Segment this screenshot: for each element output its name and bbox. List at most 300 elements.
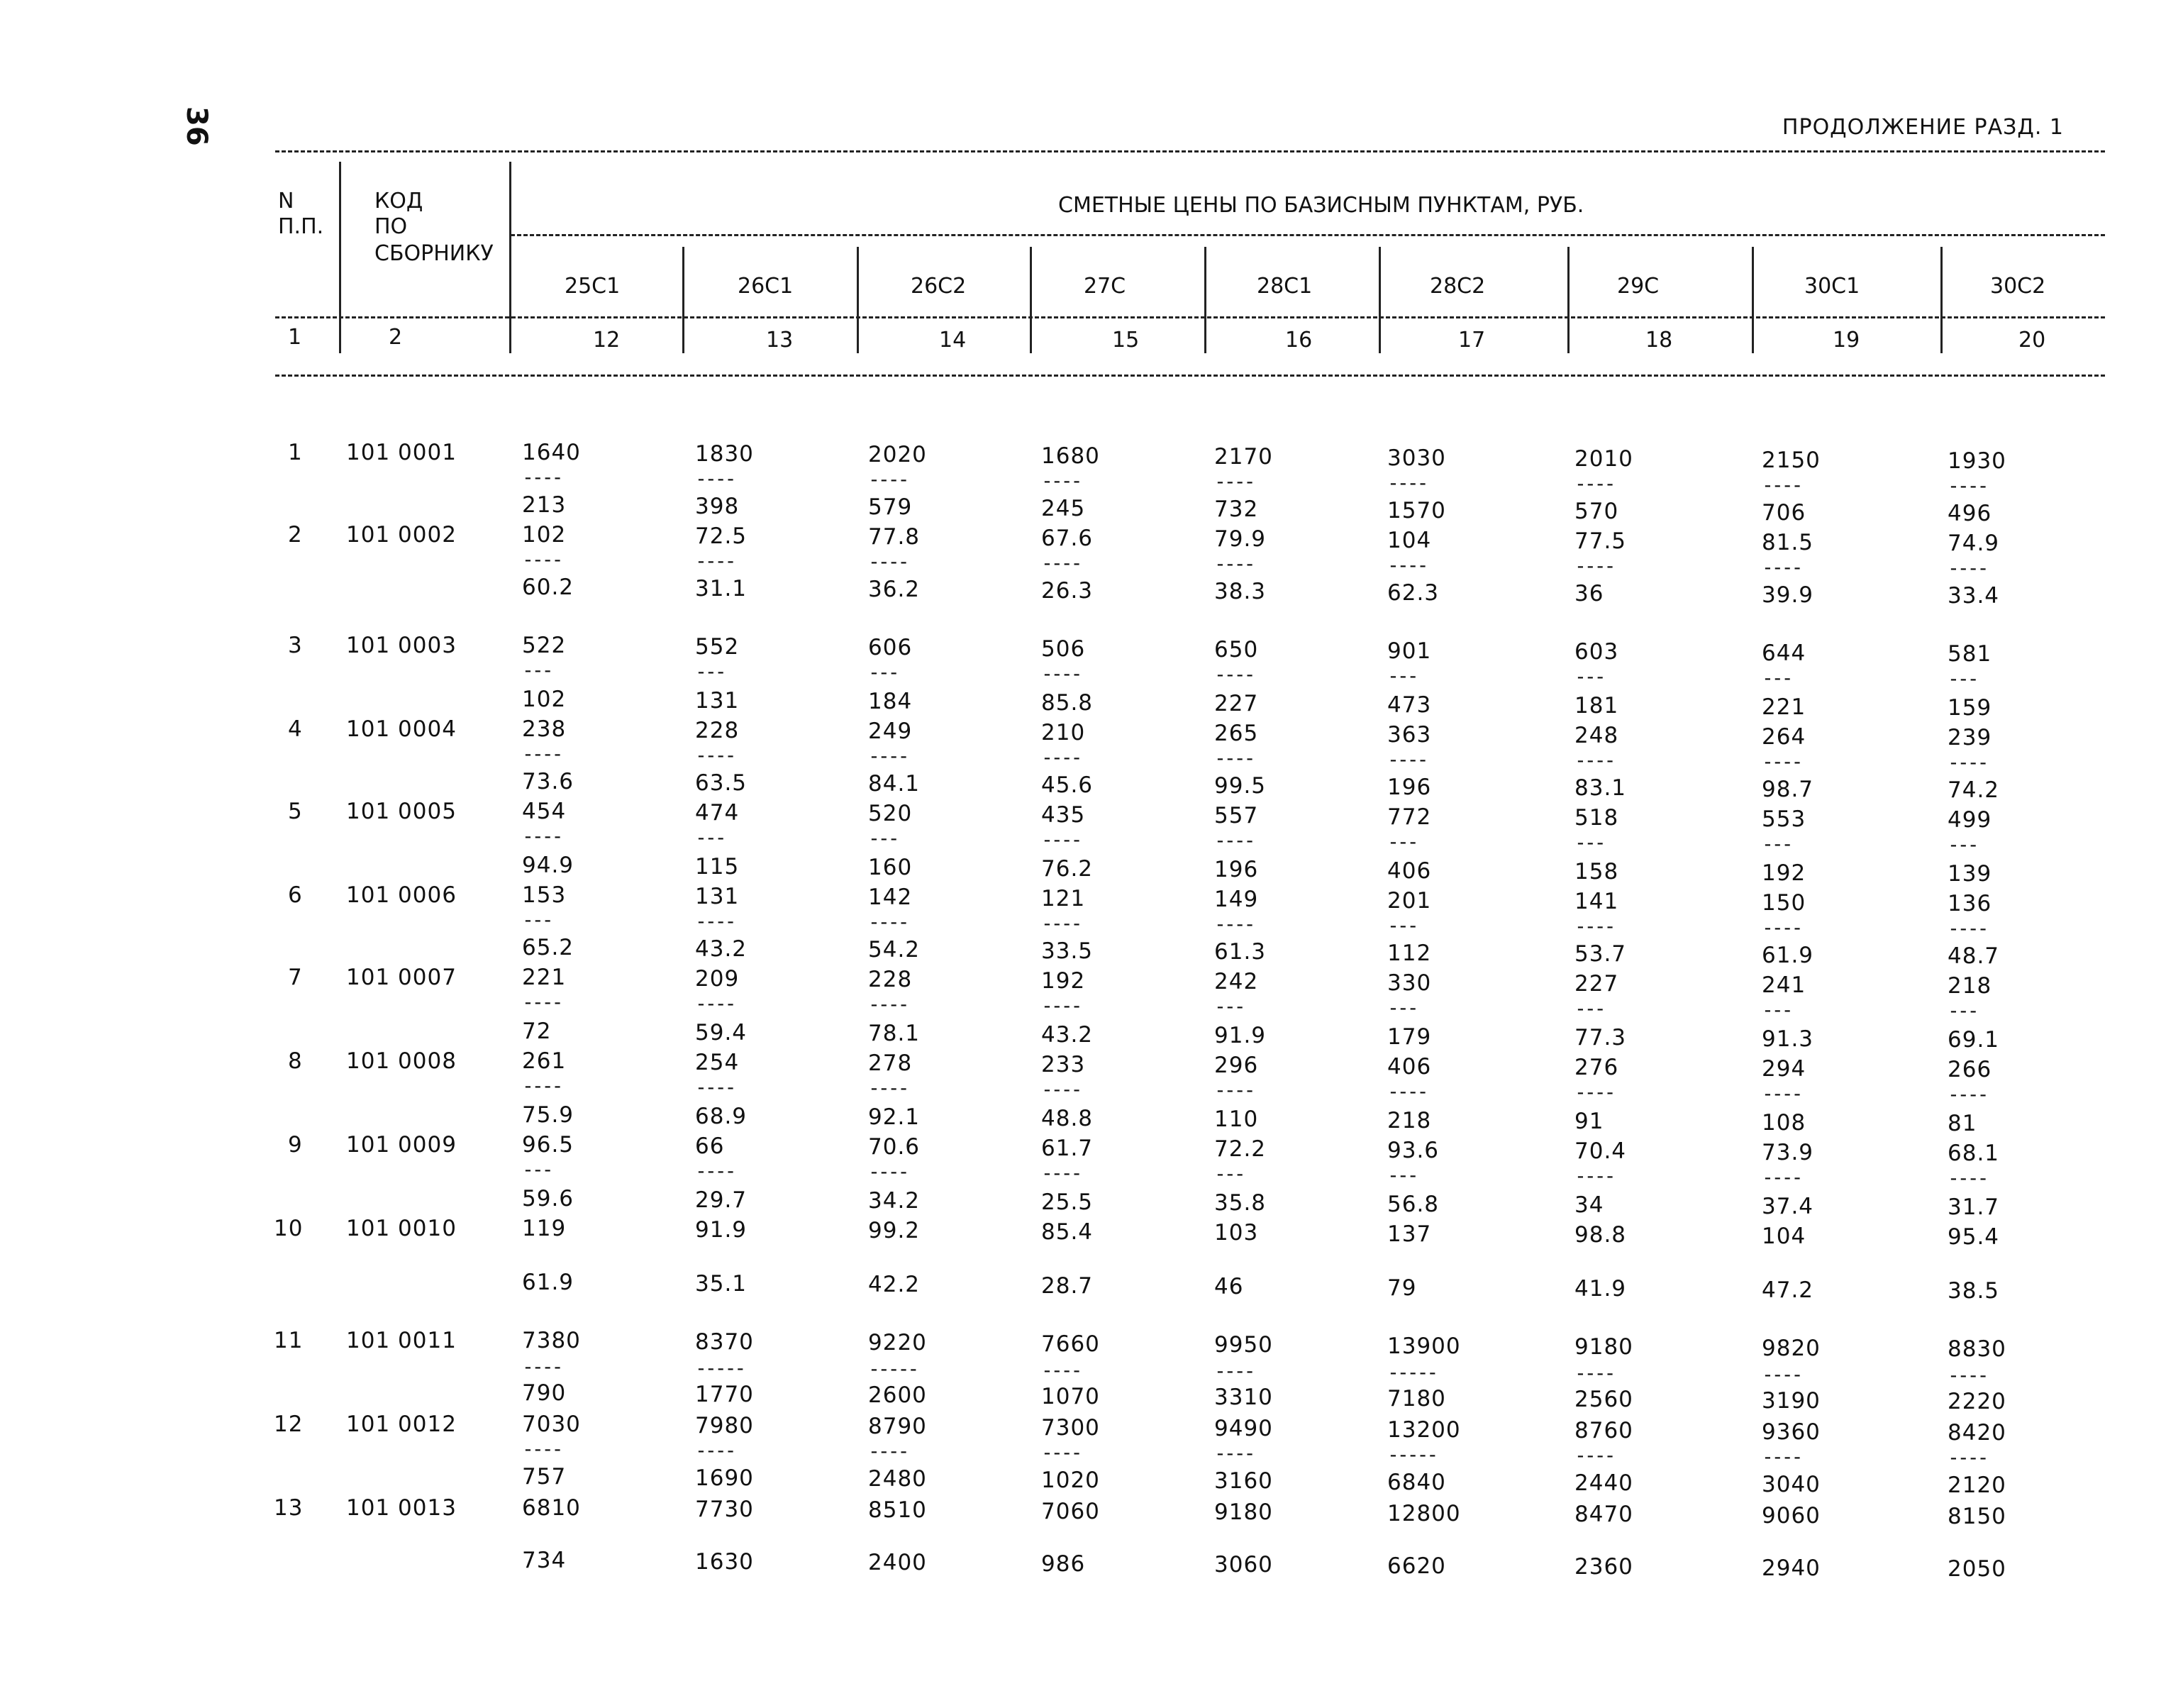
price-value: 85.4 (1041, 1219, 1094, 1245)
price-value: 552 (695, 633, 740, 660)
price-value: 986 (1041, 1551, 1086, 1577)
price-value: 98.7 (1762, 776, 1814, 802)
price-value: 73.9 (1762, 1139, 1814, 1165)
price-value: 119 (522, 1216, 567, 1241)
price-value: 75.9 (522, 1102, 574, 1128)
fraction-separator: ---- (695, 466, 735, 490)
fraction-separator: ---- (1041, 827, 1081, 851)
price-value: 557 (1214, 803, 1259, 828)
price-value: 66 (695, 1133, 725, 1159)
price-value: 454 (522, 799, 567, 824)
fraction-separator: ----- (868, 1357, 918, 1380)
price-value: 8150 (1948, 1504, 2006, 1529)
header-rule-mid (275, 316, 2105, 318)
price-value: 38.3 (1214, 579, 1267, 604)
price-col-header: 30С2 (1990, 274, 2046, 299)
price-value: 77.8 (868, 524, 921, 550)
price-value: 34.2 (868, 1188, 921, 1214)
price-value: 9490 (1214, 1416, 1273, 1441)
price-value: 706 (1762, 499, 1806, 526)
price-value: 2360 (1574, 1554, 1633, 1580)
price-value: 6810 (522, 1495, 581, 1521)
price-value: 7060 (1041, 1498, 1100, 1524)
header-divider (1940, 247, 1943, 353)
fraction-separator: ---- (1387, 470, 1427, 494)
price-value: 499 (1948, 807, 1992, 833)
price-value: 142 (868, 884, 913, 910)
header-rule-bottom (275, 375, 2105, 377)
price-value: 48.7 (1948, 943, 2000, 969)
price-col-header: 30С1 (1804, 274, 1860, 299)
fraction-separator: ---- (522, 742, 562, 765)
fraction-separator: ----- (1387, 1360, 1437, 1384)
fraction-separator: ---- (1387, 553, 1427, 577)
price-value: 25.5 (1041, 1189, 1094, 1215)
price-value: 261 (522, 1048, 567, 1074)
price-value: 227 (1574, 971, 1619, 997)
fraction-separator: ---- (1762, 1362, 1801, 1386)
fraction-separator: --- (695, 825, 725, 849)
fraction-separator: ---- (868, 744, 908, 767)
fraction-separator: ---- (1214, 746, 1254, 770)
fraction-separator: --- (1574, 997, 1604, 1020)
price-value: 91.3 (1762, 1026, 1814, 1052)
price-value: 70.6 (868, 1134, 921, 1160)
price-value: 1630 (695, 1548, 754, 1575)
fraction-separator: ----- (1387, 1442, 1437, 1466)
price-value: 196 (1387, 774, 1432, 800)
price-value: 141 (1574, 889, 1619, 914)
price-value: 53.7 (1574, 941, 1627, 967)
price-value: 201 (1387, 887, 1432, 914)
price-value: 3060 (1214, 1552, 1273, 1577)
fraction-separator: ---- (1948, 1363, 1987, 1387)
fraction-separator: ---- (1041, 745, 1081, 769)
price-value: 36 (1574, 581, 1604, 606)
header-pp: П.П. (278, 214, 324, 239)
row-number: 5 (288, 799, 303, 824)
price-value: 59.6 (522, 1186, 574, 1211)
price-value: 1690 (695, 1465, 754, 1491)
col-number: 13 (766, 328, 794, 353)
price-value: 8510 (868, 1497, 927, 1523)
fraction-separator: --- (695, 659, 725, 683)
price-value: 33.5 (1041, 938, 1094, 964)
fraction-separator: ---- (868, 992, 908, 1016)
price-value: 136 (1948, 891, 1992, 916)
header-divider (857, 247, 859, 353)
price-value: 233 (1041, 1051, 1086, 1077)
fraction-separator: ---- (868, 1076, 908, 1099)
fraction-separator: ---- (695, 909, 735, 933)
price-value: 29.7 (695, 1187, 748, 1213)
col-number: 16 (1285, 328, 1313, 353)
price-value: 99.5 (1214, 773, 1267, 799)
fraction-separator: ---- (1762, 1165, 1801, 1189)
price-value: 2050 (1948, 1556, 2006, 1582)
row-code: 101 0010 (346, 1216, 457, 1241)
fraction-separator: ---- (1948, 916, 1987, 940)
price-value: 8830 (1948, 1336, 2006, 1362)
price-value: 790 (522, 1380, 567, 1406)
fraction-separator: ---- (1574, 472, 1614, 495)
header-group-title: СМЕТНЫЕ ЦЕНЫ ПО БАЗИСНЫМ ПУНКТАМ, РУБ. (1058, 193, 1584, 218)
price-value: 6620 (1387, 1553, 1446, 1579)
price-value: 153 (522, 882, 567, 908)
col-number: 2 (389, 325, 403, 350)
col-number: 20 (2018, 328, 2046, 353)
price-col-header: 25С1 (565, 274, 621, 299)
price-value: 63.5 (695, 770, 748, 796)
fraction-separator: ---- (1948, 750, 1987, 774)
price-value: 9820 (1762, 1335, 1821, 1361)
col-number: 1 (288, 325, 302, 350)
row-number: 10 (274, 1216, 304, 1241)
price-value: 91.9 (695, 1216, 748, 1243)
fraction-separator: --- (1762, 665, 1792, 689)
price-value: 3030 (1387, 445, 1446, 471)
fraction-separator: ---- (1948, 1166, 1987, 1190)
header-po: ПО (374, 214, 408, 239)
price-value: 579 (868, 494, 913, 520)
price-value: 227 (1214, 691, 1259, 716)
price-value: 56.8 (1387, 1191, 1440, 1217)
fraction-separator: ---- (868, 1439, 908, 1463)
price-value: 13900 (1387, 1333, 1461, 1359)
fraction-separator: --- (1762, 831, 1792, 855)
price-value: 158 (1574, 859, 1619, 884)
fraction-separator: ---- (1041, 1077, 1081, 1101)
fraction-separator: ---- (868, 550, 908, 573)
price-value: 7380 (522, 1328, 581, 1353)
price-value: 2150 (1762, 447, 1821, 473)
price-value: 60.2 (522, 575, 574, 600)
price-col-header: 26С1 (738, 274, 794, 299)
price-value: 1640 (522, 440, 581, 465)
price-value: 70.4 (1574, 1138, 1627, 1164)
price-value: 79.9 (1214, 526, 1267, 552)
price-value: 2600 (868, 1382, 927, 1408)
row-number: 11 (274, 1328, 304, 1353)
price-col-header: 28С2 (1430, 274, 1486, 299)
fraction-separator: --- (1948, 999, 1977, 1022)
price-value: 81.5 (1762, 529, 1814, 555)
price-value: 406 (1387, 1053, 1432, 1080)
price-value: 77.3 (1574, 1025, 1627, 1050)
fraction-separator: --- (1574, 831, 1604, 854)
price-value: 570 (1574, 499, 1619, 524)
price-value: 3310 (1214, 1385, 1273, 1410)
fraction-separator: ---- (1214, 552, 1254, 575)
price-value: 68.9 (695, 1103, 748, 1129)
fraction-separator: ---- (522, 824, 562, 848)
price-value: 221 (522, 965, 567, 990)
price-value: 150 (1762, 889, 1806, 916)
price-value: 209 (695, 965, 740, 992)
row-number: 2 (288, 522, 303, 548)
price-value: 72 (522, 1019, 552, 1044)
price-value: 13200 (1387, 1416, 1461, 1443)
price-value: 74.2 (1948, 777, 2000, 803)
fraction-separator: ---- (1762, 749, 1801, 773)
fraction-separator: ---- (1574, 1361, 1614, 1385)
price-value: 553 (1762, 806, 1806, 832)
fraction-separator: ---- (522, 1437, 562, 1460)
price-value: 238 (522, 716, 567, 742)
price-value: 131 (695, 687, 740, 714)
price-value: 2560 (1574, 1387, 1633, 1412)
price-value: 210 (1041, 719, 1086, 745)
price-value: 506 (1041, 636, 1086, 662)
continuation-label: ПРОДОЛЖЕНИЕ РАЗД. 1 (1782, 115, 2064, 140)
price-value: 67.6 (1041, 525, 1094, 551)
fraction-separator: --- (522, 908, 552, 931)
price-value: 108 (1762, 1109, 1806, 1136)
fraction-separator: ---- (695, 991, 735, 1015)
price-value: 1070 (1041, 1383, 1100, 1409)
price-value: 81 (1948, 1111, 1977, 1136)
price-value: 520 (868, 801, 913, 826)
row-code: 101 0001 (346, 440, 457, 465)
price-value: 266 (1948, 1057, 1992, 1082)
price-value: 732 (1214, 497, 1259, 522)
fraction-separator: ---- (522, 465, 562, 489)
fraction-separator: ---- (695, 743, 735, 767)
price-value: 518 (1574, 805, 1619, 831)
header-divider (509, 162, 511, 353)
fraction-separator: ---- (1387, 1079, 1427, 1103)
price-value: 76.2 (1041, 855, 1094, 882)
price-value: 8370 (695, 1329, 754, 1355)
price-value: 65.2 (522, 935, 574, 960)
price-value: 3040 (1762, 1471, 1821, 1497)
fraction-separator: ---- (522, 990, 562, 1014)
row-number: 13 (274, 1495, 304, 1521)
fraction-separator: ---- (1041, 1440, 1081, 1464)
fraction-separator: --- (1214, 1162, 1244, 1185)
header-n: N (278, 189, 294, 214)
price-value: 1680 (1041, 443, 1100, 469)
price-value: 43.2 (695, 936, 748, 962)
price-value: 435 (1041, 802, 1086, 828)
price-value: 734 (522, 1548, 567, 1573)
price-value: 104 (1762, 1223, 1806, 1249)
price-value: 102 (522, 687, 567, 712)
price-value: 496 (1948, 501, 1992, 526)
fraction-separator: ---- (1041, 911, 1081, 935)
fraction-separator: ---- (868, 910, 908, 933)
price-value: 650 (1214, 637, 1259, 662)
price-value: 61.7 (1041, 1135, 1094, 1161)
price-value: 196 (1214, 857, 1259, 882)
price-value: 8470 (1574, 1502, 1633, 1527)
price-value: 9220 (868, 1330, 927, 1355)
price-value: 93.6 (1387, 1137, 1440, 1163)
fraction-separator: ---- (1214, 662, 1254, 686)
fraction-separator: ---- (868, 1160, 908, 1183)
price-value: 9360 (1762, 1419, 1821, 1445)
price-value: 239 (1948, 725, 1992, 750)
fraction-separator: --- (1948, 833, 1977, 856)
price-value: 3190 (1762, 1387, 1821, 1414)
price-value: 228 (695, 717, 740, 743)
price-value: 473 (1387, 692, 1432, 718)
price-value: 73.6 (522, 769, 574, 794)
price-col-header: 28С1 (1257, 274, 1313, 299)
fraction-separator: --- (1387, 995, 1417, 1019)
fraction-separator: ---- (1762, 915, 1801, 939)
price-value: 242 (1214, 969, 1259, 994)
fraction-separator: --- (1387, 913, 1417, 937)
fraction-separator: ---- (1041, 661, 1081, 685)
col-number: 15 (1112, 328, 1140, 353)
fraction-separator: ---- (1214, 1359, 1254, 1382)
price-value: 28.7 (1041, 1272, 1094, 1299)
price-value: 78.1 (868, 1021, 921, 1046)
price-value: 221 (1762, 694, 1806, 720)
fraction-separator: ---- (1041, 1160, 1081, 1185)
header-rule-top (275, 150, 2105, 152)
fraction-separator: ---- (1214, 470, 1254, 493)
row-code: 101 0005 (346, 799, 457, 824)
price-value: 72.5 (695, 523, 748, 549)
price-value: 74.9 (1948, 531, 2000, 556)
price-value: 31.1 (695, 575, 748, 601)
price-value: 276 (1574, 1055, 1619, 1080)
price-value: 9180 (1214, 1499, 1273, 1525)
price-value: 1570 (1387, 497, 1446, 523)
price-value: 192 (1041, 967, 1086, 994)
price-value: 102 (522, 522, 567, 548)
price-value: 179 (1387, 1024, 1432, 1050)
price-value: 2020 (868, 442, 927, 467)
price-value: 7180 (1387, 1385, 1446, 1412)
price-value: 61.9 (522, 1270, 574, 1295)
price-value: 1830 (695, 440, 754, 467)
fraction-separator: --- (522, 1158, 552, 1181)
price-col-header: 26С2 (911, 274, 967, 299)
fraction-separator: ---- (1762, 555, 1801, 579)
fraction-separator: ---- (522, 1355, 562, 1378)
row-number: 12 (274, 1412, 304, 1437)
price-value: 248 (1574, 723, 1619, 748)
price-value: 39.9 (1762, 582, 1814, 608)
price-value: 644 (1762, 640, 1806, 666)
fraction-separator: ---- (695, 548, 735, 572)
row-code: 101 0007 (346, 965, 457, 990)
price-value: 192 (1762, 860, 1806, 886)
fraction-separator: --- (868, 826, 898, 850)
price-value: 7980 (695, 1412, 754, 1438)
price-value: 265 (1214, 721, 1259, 746)
fraction-separator: ----- (695, 1355, 745, 1380)
price-value: 61.3 (1214, 939, 1267, 965)
fraction-separator: ---- (695, 1438, 735, 1462)
price-value: 31.7 (1948, 1194, 2000, 1220)
price-value: 757 (522, 1464, 567, 1490)
fraction-separator: ---- (695, 1158, 735, 1182)
price-value: 110 (1214, 1107, 1259, 1132)
fraction-separator: ---- (1574, 748, 1614, 772)
price-value: 406 (1387, 858, 1432, 884)
price-value: 95.4 (1948, 1224, 2000, 1250)
fraction-separator: ---- (868, 467, 908, 491)
price-value: 8790 (868, 1414, 927, 1439)
fraction-separator: ---- (1948, 1446, 1987, 1469)
price-value: 99.2 (868, 1218, 921, 1243)
price-value: 92.1 (868, 1104, 921, 1130)
row-code: 101 0008 (346, 1048, 457, 1074)
price-value: 606 (868, 635, 913, 660)
price-value: 139 (1948, 861, 1992, 887)
col-number: 18 (1645, 328, 1673, 353)
price-value: 121 (1041, 885, 1086, 911)
price-value: 77.5 (1574, 528, 1627, 554)
fraction-separator: --- (522, 658, 552, 682)
row-number: 4 (288, 716, 303, 742)
price-value: 181 (1574, 693, 1619, 719)
header-divider (339, 162, 341, 353)
row-number: 7 (288, 965, 303, 990)
header-rule-sub (511, 234, 2105, 236)
price-value: 184 (868, 689, 913, 714)
price-value: 474 (695, 799, 740, 826)
price-value: 59.4 (695, 1019, 748, 1046)
price-value: 264 (1762, 723, 1806, 750)
price-value: 149 (1214, 887, 1259, 912)
header-divider (1204, 247, 1206, 353)
price-value: 47.2 (1762, 1277, 1814, 1303)
price-value: 137 (1387, 1221, 1432, 1247)
fraction-separator: ---- (1574, 554, 1614, 577)
price-value: 7660 (1041, 1331, 1100, 1357)
fraction-separator: --- (1762, 997, 1792, 1021)
price-value: 2010 (1574, 446, 1633, 472)
price-value: 228 (868, 967, 913, 992)
price-value: 159 (1948, 695, 1992, 721)
fraction-separator: --- (1387, 829, 1417, 853)
price-value: 7730 (695, 1496, 754, 1522)
price-value: 398 (695, 493, 740, 519)
col-number: 19 (1833, 328, 1860, 353)
price-value: 115 (695, 853, 740, 880)
price-value: 160 (868, 855, 913, 880)
fraction-separator: ---- (1948, 474, 1987, 497)
price-value: 34 (1574, 1192, 1604, 1218)
row-code: 101 0004 (346, 716, 457, 742)
price-value: 294 (1762, 1055, 1806, 1082)
fraction-separator: ---- (695, 1075, 735, 1099)
price-value: 2440 (1574, 1470, 1633, 1496)
price-value: 45.6 (1041, 772, 1094, 798)
page-number: 36 (180, 106, 213, 146)
price-value: 901 (1387, 638, 1432, 664)
price-value: 6840 (1387, 1469, 1446, 1495)
fraction-separator: --- (1214, 994, 1244, 1018)
price-value: 2120 (1948, 1473, 2006, 1498)
price-value: 98.8 (1574, 1222, 1627, 1248)
price-value: 8760 (1574, 1418, 1633, 1443)
price-value: 330 (1387, 970, 1432, 996)
price-value: 278 (868, 1050, 913, 1076)
fraction-separator: ---- (1762, 1444, 1801, 1468)
header-sbornik: СБОРНИКУ (374, 241, 494, 266)
fraction-separator: ---- (1574, 1443, 1614, 1467)
price-value: 8420 (1948, 1420, 2006, 1446)
price-value: 36.2 (868, 577, 921, 602)
price-value: 85.8 (1041, 689, 1094, 716)
fraction-separator: ---- (1214, 1441, 1254, 1465)
